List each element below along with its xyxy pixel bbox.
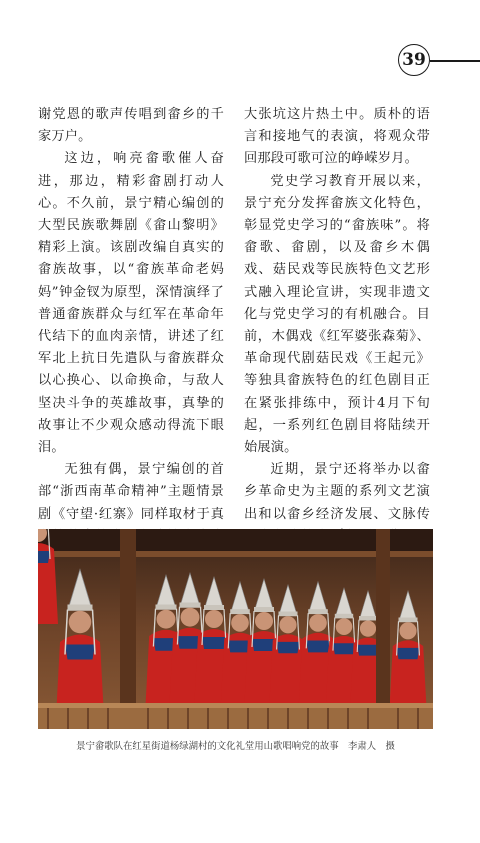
paragraph: 大张坑这片热土中。质朴的语言和接地气的表演，将观众带回那段可歌可泣的峥嵘岁月。 xyxy=(244,107,430,167)
paragraph: 党史学习教育开展以来，景宁充分发挥畲族文化特色，彰显党史学习的“畲族味”。将畲歌、畲剧，以及畲乡木偶戏、菇民戏等民族特色文艺形式融入理论宣讲，实现非遗文化与党史学习的有机融合。目前，木偶戏《红军婆张森菊》、革命现代剧菇民戏《王起元》等独具畲族特色的红色剧目正在紧张排练中，预计4月下旬起，一系列红色剧目将陆续开始展演。 xyxy=(244,173,430,456)
page-number: 39 xyxy=(398,44,430,76)
paragraph: 近期，景宁还将举办以畲乡革命史为主题的系列文艺演出和以畲乡经济发展、文脉传 xyxy=(244,462,430,522)
page-number-rule xyxy=(430,60,480,62)
singers-photo xyxy=(38,529,433,729)
paragraph: 这边，响亮畲歌催人奋进，那边，精彩畲剧打动人心。不久前，景宁精心编创的大型民族歌舞剧《畲山黎明》精彩上演。该剧改编自真实的畲族故事，以“畲族革命老妈妈”钟金钗为原型，深情演绎了普通畲族群众与红军在革命年代结下的血肉亲情，讲述了红军北上抗日先遣队与畲族群众以心换心、以命换命，与敌人坚决斗争的英雄故事，真挚的故事让不少观众感动得流下眼泪。 xyxy=(38,151,224,456)
paragraph: 无独有偶，景宁编创的首部“浙西南革命精神”主题情景剧《守望·红寨》同样取材于真 xyxy=(38,462,224,522)
page-number-marker xyxy=(398,44,480,76)
photo-caption: 景宁畲歌队在红星街道杨绿湖村的文化礼堂用山歌唱响党的故事 李肃人 摄 xyxy=(76,741,395,752)
singers-photo-illustration xyxy=(38,529,433,729)
paragraph: 谢党恩的歌声传唱到畲乡的千家万户。 xyxy=(38,107,224,145)
